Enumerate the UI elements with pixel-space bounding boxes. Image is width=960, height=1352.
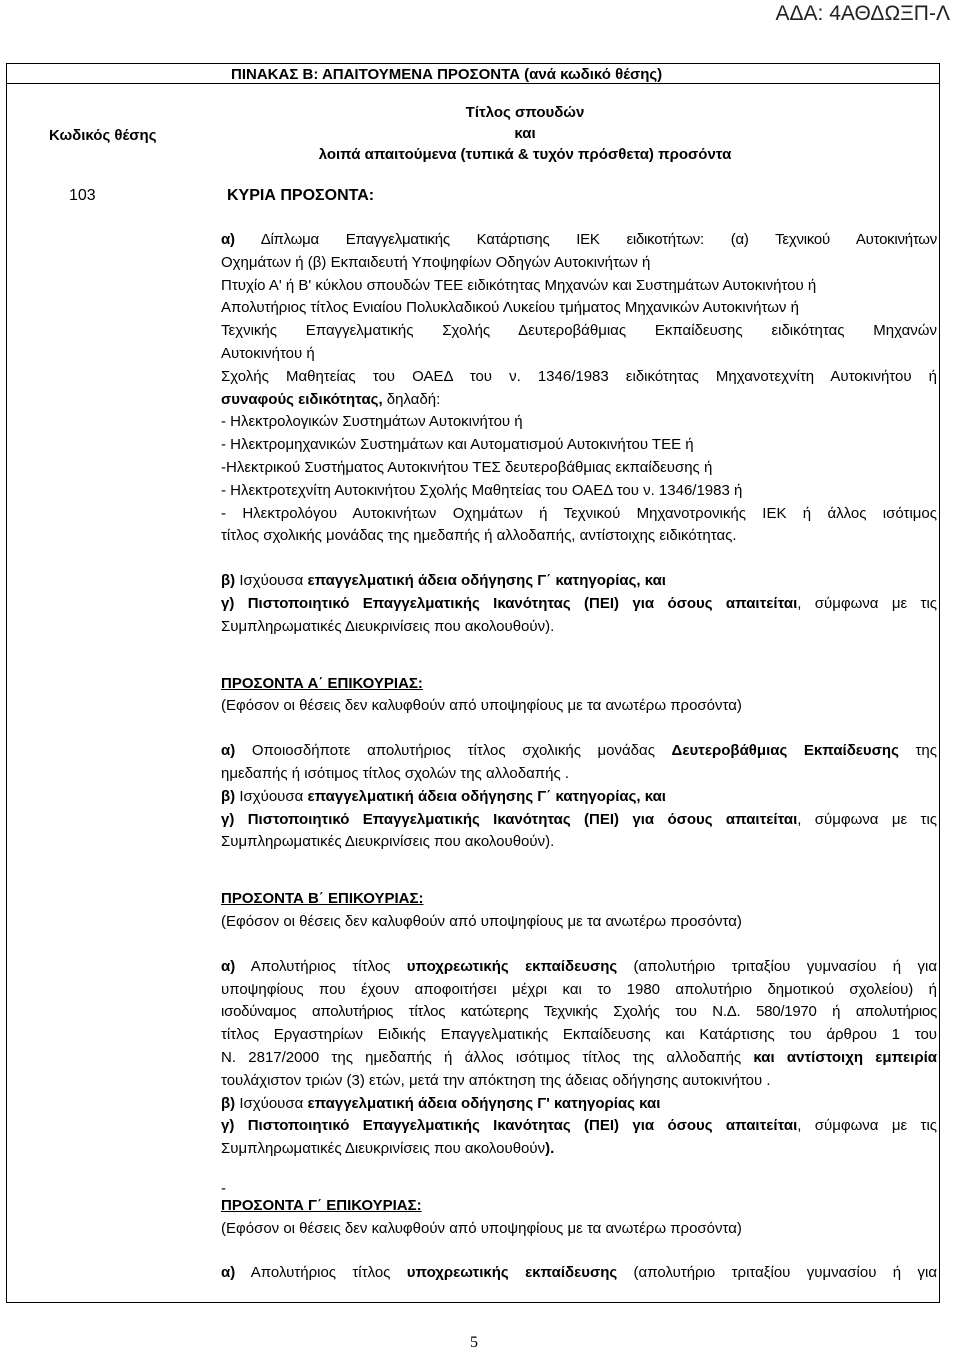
aux-b-note: (Εφόσον οι θέσεις δεν καλυφθούν από υποψηφίους με τα ανωτέρω προσόντα) (221, 912, 742, 930)
main-line: γ) Πιστοποιητικό Επαγγελματικής Ικανότητας (ΠΕΙ) για όσους απαιτείται, σύμφωνα με τις (221, 594, 938, 612)
aux-c-dash: - (221, 1179, 226, 1197)
main-line: -Ηλεκτρικού Συστήματος Αυτοκινήτου ΤΕΣ δευτεροβάθμιας εκπαίδευσης ή (221, 458, 713, 476)
title-divider (7, 83, 939, 84)
qualifications-content (221, 229, 937, 1285)
main-line: Συμπληρωματικές Διευκρινίσεις που ακολουθούν). (221, 617, 555, 635)
column-header-code: Κωδικός θέσης (49, 127, 157, 144)
aux-b-line: ισοδύναμος απολυτήριος τίτλος κατώτερης Τεχνικής Σχολής του Ν.Δ. 580/1970 ή απολυτήριος (221, 1003, 937, 1021)
main-line: Απολυτήριος τίτλος Ενιαίου Πολυκλαδικού Λυκείου τμήματος Μηχανικών Αυτοκινήτων ή (221, 299, 799, 317)
aux-b-title: ΠΡΟΣΟΝΤΑ Β΄ ΕΠΙΚΟΥΡΙΑΣ: (221, 890, 424, 908)
main-line: β) Ισχύουσα επαγγελματική άδεια οδήγησης Γ΄ κατηγορίας, και (221, 572, 666, 590)
main-line: Τεχνικής Επαγγελματικής Σχολής Δευτεροβάθμιας Εκπαίδευσης ειδικότητας Μηχανών (221, 322, 937, 340)
aux-a-title: ΠΡΟΣΟΝΤΑ Α΄ ΕΠΙΚΟΥΡΙΑΣ: (221, 674, 423, 692)
aux-c-title: ΠΡΟΣΟΝΤΑ Γ΄ ΕΠΙΚΟΥΡΙΑΣ: (221, 1196, 422, 1214)
main-line: - Ηλεκτρομηχανικών Συστημάτων και Αυτοματισμού Αυτοκινήτου ΤΕΕ ή (221, 436, 694, 454)
table-title: ΠΙΝΑΚΑΣ Β: ΑΠΑΙΤΟΥΜΕΝΑ ΠΡΟΣΟΝΤΑ (ανά κωδικό θέσης) (231, 66, 663, 83)
aux-a-line: γ) Πιστοποιητικό Επαγγελματικής Ικανότητας (ΠΕΙ) για όσους απαιτείται, σύμφωνα με τις (221, 810, 938, 828)
aux-c-line: α) Απολυτήριος τίτλος υποχρεωτικής εκπαίδευσης (απολυτήριο τριταξίου γυμνασίου ή για (221, 1264, 938, 1282)
aux-b-line: Ν. 2817/2000 της ημεδαπής ή άλλος ισότιμος τίτλος της αλλοδαπής και αντίστοιχη εμπειρία (221, 1048, 938, 1066)
aux-b-line: τουλάχιστον τριών (3) ετών, μετά την απόκτηση της άδειας οδήγησης αυτοκινήτου . (221, 1071, 771, 1089)
column-header-line-3: λοιπά απαιτούμενα (τυπικά & τυχόν πρόσθετα) προσόντα (318, 146, 732, 163)
aux-a-note: (Εφόσον οι θέσεις δεν καλυφθούν από υποψηφίους με τα ανωτέρω προσόντα) (221, 697, 742, 715)
aux-a-line: β) Ισχύουσα επαγγελματική άδεια οδήγησης Γ΄ κατηγορίας, και (221, 787, 666, 805)
aux-a-line: α) Οποιοσδήποτε απολυτήριος τίτλος σχολικής μονάδας Δευτεροβάθμιας Εκπαίδευσης της (221, 742, 937, 760)
column-header-qualifications (307, 102, 743, 165)
main-qualifications-title: ΚΥΡΙΑ ΠΡΟΣΟΝΤΑ: (227, 187, 375, 204)
main-line: Οχημάτων ή (β) Εκπαιδευτή Υποψηφίων Οδηγών Αυτοκινήτων ή (221, 253, 651, 271)
aux-b-line: β) Ισχύουσα επαγγελματική άδεια οδήγησης Γ' κατηγορίας και (221, 1094, 661, 1112)
requirements-table (6, 63, 940, 1303)
main-line: - Ηλεκτροτεχνίτη Αυτοκινήτου Σχολής Μαθητείας του ΟΑΕΔ του ν. 1346/1983 ή (221, 481, 743, 499)
main-line: τίτλος σχολικής μονάδας της ημεδαπής ή αλλοδαπής, αντίστοιχης ειδικότητας. (221, 527, 737, 545)
aux-b-line: γ) Πιστοποιητικό Επαγγελματικής Ικανότητας (ΠΕΙ) για όσους απαιτείται, σύμφωνα με τις (221, 1117, 938, 1135)
column-header-line-1: Τίτλος σπουδών (465, 104, 585, 121)
main-line: Σχολής Μαθητείας του ΟΑΕΔ του ν. 1346/1983 ειδικότητας Μηχανοτεχνίτη Αυτοκινήτου ή (221, 367, 937, 385)
main-line: συναφούς ειδικότητας, δηλαδή: (221, 390, 441, 408)
aux-b-line: Συμπληρωματικές Διευκρινίσεις που ακολουθούν). (221, 1140, 555, 1158)
main-line: - Ηλεκτρολόγου Αυτοκινήτων Οχημάτων ή Τεχνικού Μηχανοτρονικής ΙΕΚ ή άλλος ισότιμος (221, 504, 937, 522)
aux-b-line: υποψηφίους που έχουν αποφοιτήσει μέχρι και το 1980 απολυτήριο δημοτικού σχολείου) ή (221, 980, 937, 998)
main-line: α) Δίπλωμα Επαγγελματικής Κατάρτισης ΙΕΚ ειδικοτήτων: (α) Τεχνικού Αυτοκινήτων (221, 231, 938, 248)
aux-a-line: ημεδαπής ή ισότιμος τίτλος σχολών της αλλοδαπής . (221, 764, 570, 782)
column-header-line-2: και (514, 125, 536, 142)
aux-b-line: α) Απολυτήριος τίτλος υποχρεωτικής εκπαίδευσης (απολυτήριο τριταξίου γυμνασίου ή για (221, 957, 938, 975)
main-line: Πτυχίο Α' ή Β' κύκλου σπουδών ΤΕΕ ειδικότητας Μηχανών και Συστημάτων Αυτοκινήτου ή (221, 276, 817, 294)
aux-c-note: (Εφόσον οι θέσεις δεν καλυφθούν από υποψηφίους με τα ανωτέρω προσόντα) (221, 1219, 742, 1237)
aux-b-line: τίτλος Εργαστηρίων Ειδικής Επαγγελματικής Εκπαίδευσης και Κατάρτισης του άρθρου 1 του (221, 1026, 937, 1044)
ada-code: ΑΔΑ: 4ΑΘΔΩΞΠ-Λ (775, 2, 950, 25)
aux-a-line: Συμπληρωματικές Διευκρινίσεις που ακολουθούν). (221, 833, 555, 851)
position-code: 103 (69, 187, 96, 204)
main-line: - Ηλεκτρολογικών Συστημάτων Αυτοκινήτου ή (221, 413, 523, 431)
main-line: Αυτοκινήτου ή (221, 344, 315, 362)
page-number: 5 (470, 1334, 478, 1351)
